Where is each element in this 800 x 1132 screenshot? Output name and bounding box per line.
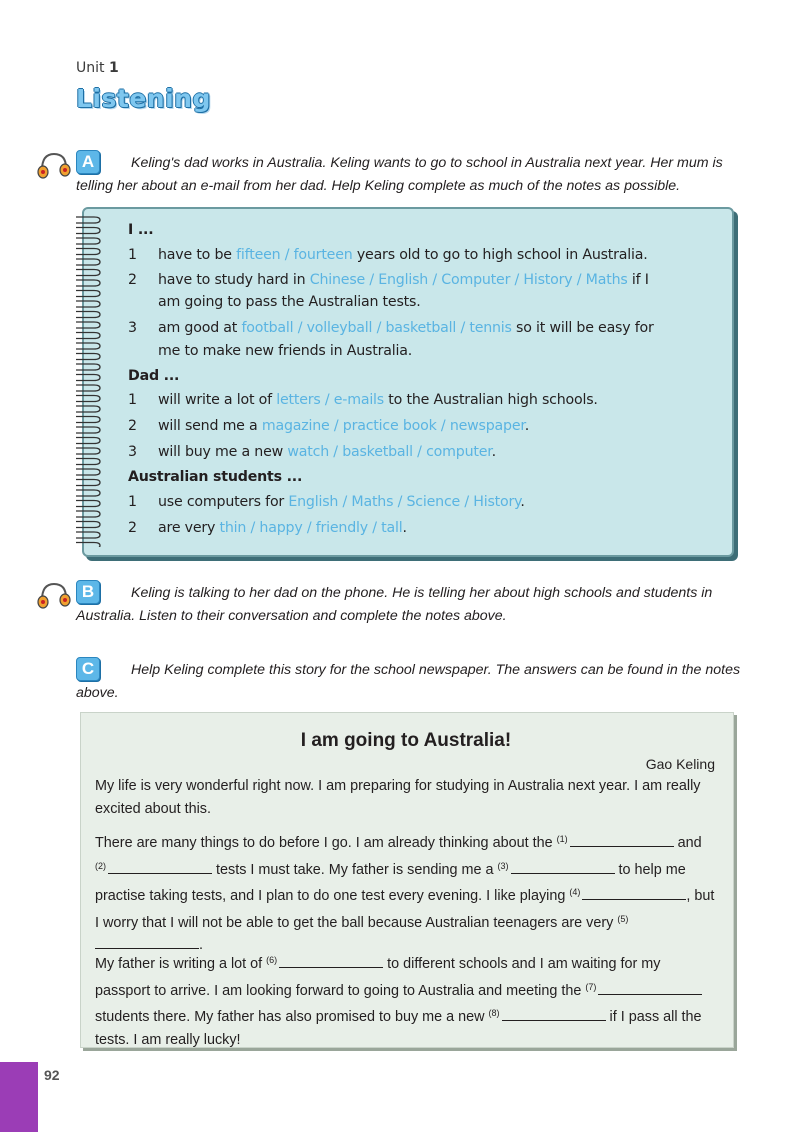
section-a-instruction: Keling's dad works in Australia. Keling wants to go to school in Australia next year. Her mum is telling her about an e-mail from her dad. Help Keling complete as much of the notes as possible.	[76, 155, 723, 194]
notes-students-heading: Australian students ...	[128, 469, 303, 485]
spiral-ring	[76, 354, 100, 360]
answer-blank[interactable]	[502, 1008, 606, 1021]
page-color-tab	[0, 1062, 38, 1132]
notes-i-item-2: 2 have to study hard in Chinese / English / Computer / History / Maths if I	[128, 272, 649, 288]
notes-i-item-1: 1 have to be fifteen / fourteen years old to go to high school in Australia.	[128, 247, 648, 263]
spiral-ring	[76, 249, 100, 255]
notes-dad-item-2: 2 will send me a magazine / practice book / newspaper.	[128, 418, 530, 434]
spiral-ring	[76, 375, 100, 381]
spiral-ring	[76, 238, 100, 244]
answer-blank[interactable]	[582, 887, 686, 900]
spiral-ring	[76, 259, 100, 265]
answer-blank[interactable]	[511, 861, 615, 874]
spiral-ring	[76, 459, 100, 465]
story-paragraph-3: My father is writing a lot of $^{(6)}$ to different schools and I am waiting for my passport to arrive. I am looking forward to going to Australia and meeting the $^{(7)}$ students there. My father has also promised to buy me a new $^{(8)}$ if I pass all the tests. I am really lucky!	[95, 955, 702, 1048]
notes-dad-item-1: 1 will write a lot of letters / e-mails to the Australian high schools.	[128, 392, 598, 408]
story-paragraph-2: There are many things to do before I go. I am already thinking about the $^{(1)}$ and $^{(2)}$ tests I must take. My father is sending me a $^{(3)}$ to help me practise taking tests, and I plan to do one test every evening. I like playing $^{(4)}$ , but I worry that I will not be able to get the ball because Australian teenagers are very $^{(5)}$.	[95, 834, 715, 954]
spiral-ring	[76, 228, 100, 234]
headphones-icon	[36, 580, 72, 610]
spiral-ring	[76, 270, 100, 276]
answer-blank[interactable]	[108, 861, 212, 874]
story-paragraph-1: My life is very wonderful right now. I am preparing for studying in Australia next year. I am really excited about this.	[95, 778, 701, 817]
spiral-ring	[76, 301, 100, 307]
answer-blank[interactable]	[598, 982, 702, 995]
notes-dad-heading: Dad ...	[128, 368, 180, 384]
spiral-ring	[76, 280, 100, 286]
spiral-ring	[76, 333, 100, 339]
notes-i-item-3-cont: me to make new friends in Australia.	[158, 343, 413, 359]
spiral-ring	[76, 312, 100, 318]
story-author: Gao Keling	[645, 756, 715, 772]
answer-blank[interactable]	[570, 834, 674, 847]
spiral-ring	[76, 543, 100, 548]
spiral-ring	[76, 385, 100, 391]
notes-students-item-2: 2 are very thin / happy / friendly / tall.	[128, 520, 407, 536]
answer-blank[interactable]	[279, 955, 383, 968]
spiral-ring	[76, 427, 100, 433]
section-b-badge: B	[76, 580, 100, 604]
notes-i-heading: I ...	[128, 222, 154, 238]
spiral-ring	[76, 490, 100, 496]
unit-label: Unit 1	[76, 60, 119, 76]
page-number: 92	[44, 1067, 60, 1083]
spiral-ring	[76, 480, 100, 486]
section-a-badge: A	[76, 150, 100, 174]
spiral-ring	[76, 438, 100, 444]
spiral-ring	[76, 532, 100, 538]
spiral-ring	[76, 469, 100, 475]
spiral-ring	[76, 217, 100, 223]
notes-dad-item-3: 3 will buy me a new watch / basketball / computer.	[128, 444, 496, 460]
spiral-ring	[76, 291, 100, 297]
spiral-ring	[76, 343, 100, 349]
notes-students-item-1: 1 use computers for English / Maths / Science / History.	[128, 494, 525, 510]
spiral-ring	[76, 501, 100, 507]
notes-i-item-3: 3 am good at football / volleyball / basketball / tennis so it will be easy for	[128, 320, 654, 336]
spiral-ring	[76, 522, 100, 528]
spiral-ring	[76, 417, 100, 423]
spiral-ring	[76, 364, 100, 370]
notes-i-item-2-cont: am going to pass the Australian tests.	[158, 294, 421, 310]
section-c-instruction: Help Keling complete this story for the school newspaper. The answers can be found in the notes above.	[76, 662, 741, 701]
answer-blank[interactable]	[95, 936, 199, 949]
story-title: I am going to Australia!	[300, 730, 512, 751]
spiral-ring	[76, 396, 100, 402]
spiral-ring	[76, 511, 100, 517]
page-title: Listening	[76, 84, 211, 113]
spiral-ring	[76, 322, 100, 328]
spiral-binding-icon	[74, 213, 104, 547]
section-c-badge: C	[76, 657, 100, 681]
spiral-ring	[76, 448, 100, 454]
spiral-ring	[76, 406, 100, 412]
section-b-instruction: Keling is talking to her dad on the phone. He is telling her about high schools and students in Australia. Listen to their conversation and complete the notes above.	[76, 585, 713, 624]
headphones-icon	[36, 150, 72, 180]
